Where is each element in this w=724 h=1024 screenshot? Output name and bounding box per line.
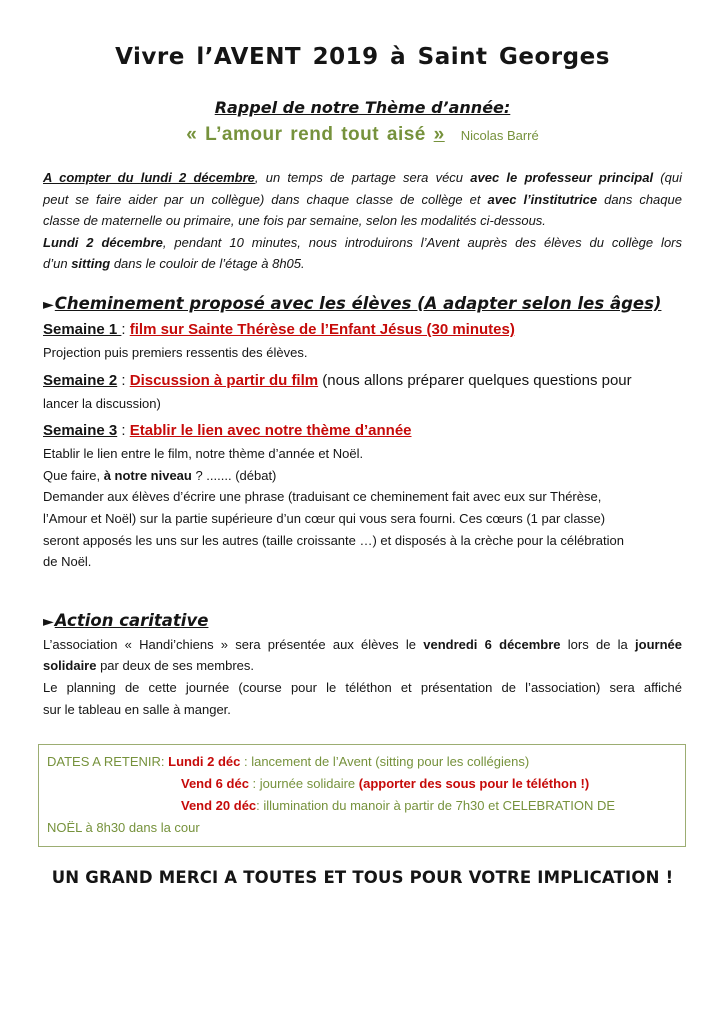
semaine-2-body: lancer la discussion) (43, 395, 161, 411)
intro-paragraph (43, 167, 682, 275)
intro-line: classe de maternelle ou primaire, une fois par semaine, selon les modalités ci-dessous. (43, 213, 546, 229)
section-heading-cheminement (43, 294, 682, 313)
semaine-3-heading: Semaine 3 : Etablir le lien avec notre thème d’année (43, 422, 412, 440)
section-heading-action (43, 611, 682, 630)
body-line: Que faire, à notre niveau ? ....... (débat) (43, 467, 277, 483)
page-title: Vivre l’AVENT 2019 à Saint Georges (115, 44, 610, 70)
quote-author: Nicolas Barré (460, 128, 539, 143)
body-line: Etablir le lien entre le film, notre thème d’année et Noël. (43, 446, 364, 462)
theme-quote-row (43, 124, 682, 146)
semaine-1-body: Projection puis premiers ressentis des élèves. (43, 344, 308, 360)
dates-line: DATES A RETENIR: Lundi 2 déc : lancement de l’Avent (sitting pour les collégiens) (47, 754, 530, 770)
section-arrow-icon: ► (43, 613, 54, 630)
document (43, 44, 682, 887)
semaine-1-heading: Semaine 1 : film sur Sainte Thérèse de l’Enfant Jésus (30 minutes) (43, 320, 515, 338)
body-line: Demander aux élèves d’écrire une phrase (traduisant ce cheminement fait avec eux sur Thérèse, (43, 489, 602, 505)
body-line: Le planning de cette journée (course pour le téléthon et présentation de l’association) sera affiché (43, 679, 682, 695)
dates-line: Vend 6 déc : journée solidaire (apporter des sous pour le téléthon !) (181, 776, 590, 792)
intro-line: A compter du lundi 2 décembre, un temps de partage sera vécu avec le professeur principal (qui (43, 170, 682, 185)
thanks-message: UN GRAND MERCI A TOUTES ET TOUS POUR VOTRE IMPLICATION ! (51, 868, 674, 888)
body-line: seront apposés les uns sur les autres (taille croissante …) et disposés à la crèche pour la célébration (43, 532, 624, 548)
section-heading-text: Cheminement proposé avec les élèves (A adapter selon les âges) (54, 293, 662, 313)
section-heading-text: Action caritative (54, 610, 209, 630)
section-arrow-icon: ► (43, 296, 54, 313)
body-line: de Noël. (43, 554, 92, 570)
body-line: solidaire par deux de ses membres. (43, 658, 254, 674)
action-paragraph (43, 634, 682, 720)
semaine-3-body (43, 443, 682, 573)
intro-line: d’un sitting dans le couloir de l’étage à 8h05. (43, 256, 305, 272)
intro-line: peut se faire aider par un collègue) dans chaque classe de collège et avec l’institutrice dans chaque (43, 191, 682, 207)
intro-line: Lundi 2 décembre, pendant 10 minutes, nous introduirons l’Avent auprès des élèves du collège lors (43, 234, 683, 250)
dates-line: Vend 20 déc: illumination du manoir à partir de 7h30 et CELEBRATION DE (181, 798, 616, 814)
theme-heading: Rappel de notre Thème d’année: (214, 98, 511, 117)
dates-reminder-box (38, 744, 686, 847)
body-line: L’association « Handi’chiens » sera présentée aux élèves le vendredi 6 décembre lors de la journée (43, 636, 682, 652)
body-line: sur le tableau en salle à manger. (43, 701, 231, 717)
theme-quote: « L’amour rend tout aisé » (186, 124, 445, 145)
dates-line: NOËL à 8h30 dans la cour (47, 820, 200, 836)
semaine-2-heading: Semaine 2 : Discussion à partir du film (nous allons préparer quelques questions pour (43, 371, 632, 389)
body-line: l’Amour et Noël) sur la partie supérieure d’un cœur qui vous sera fourni. Ces cœurs (1 par classe) (43, 510, 606, 526)
